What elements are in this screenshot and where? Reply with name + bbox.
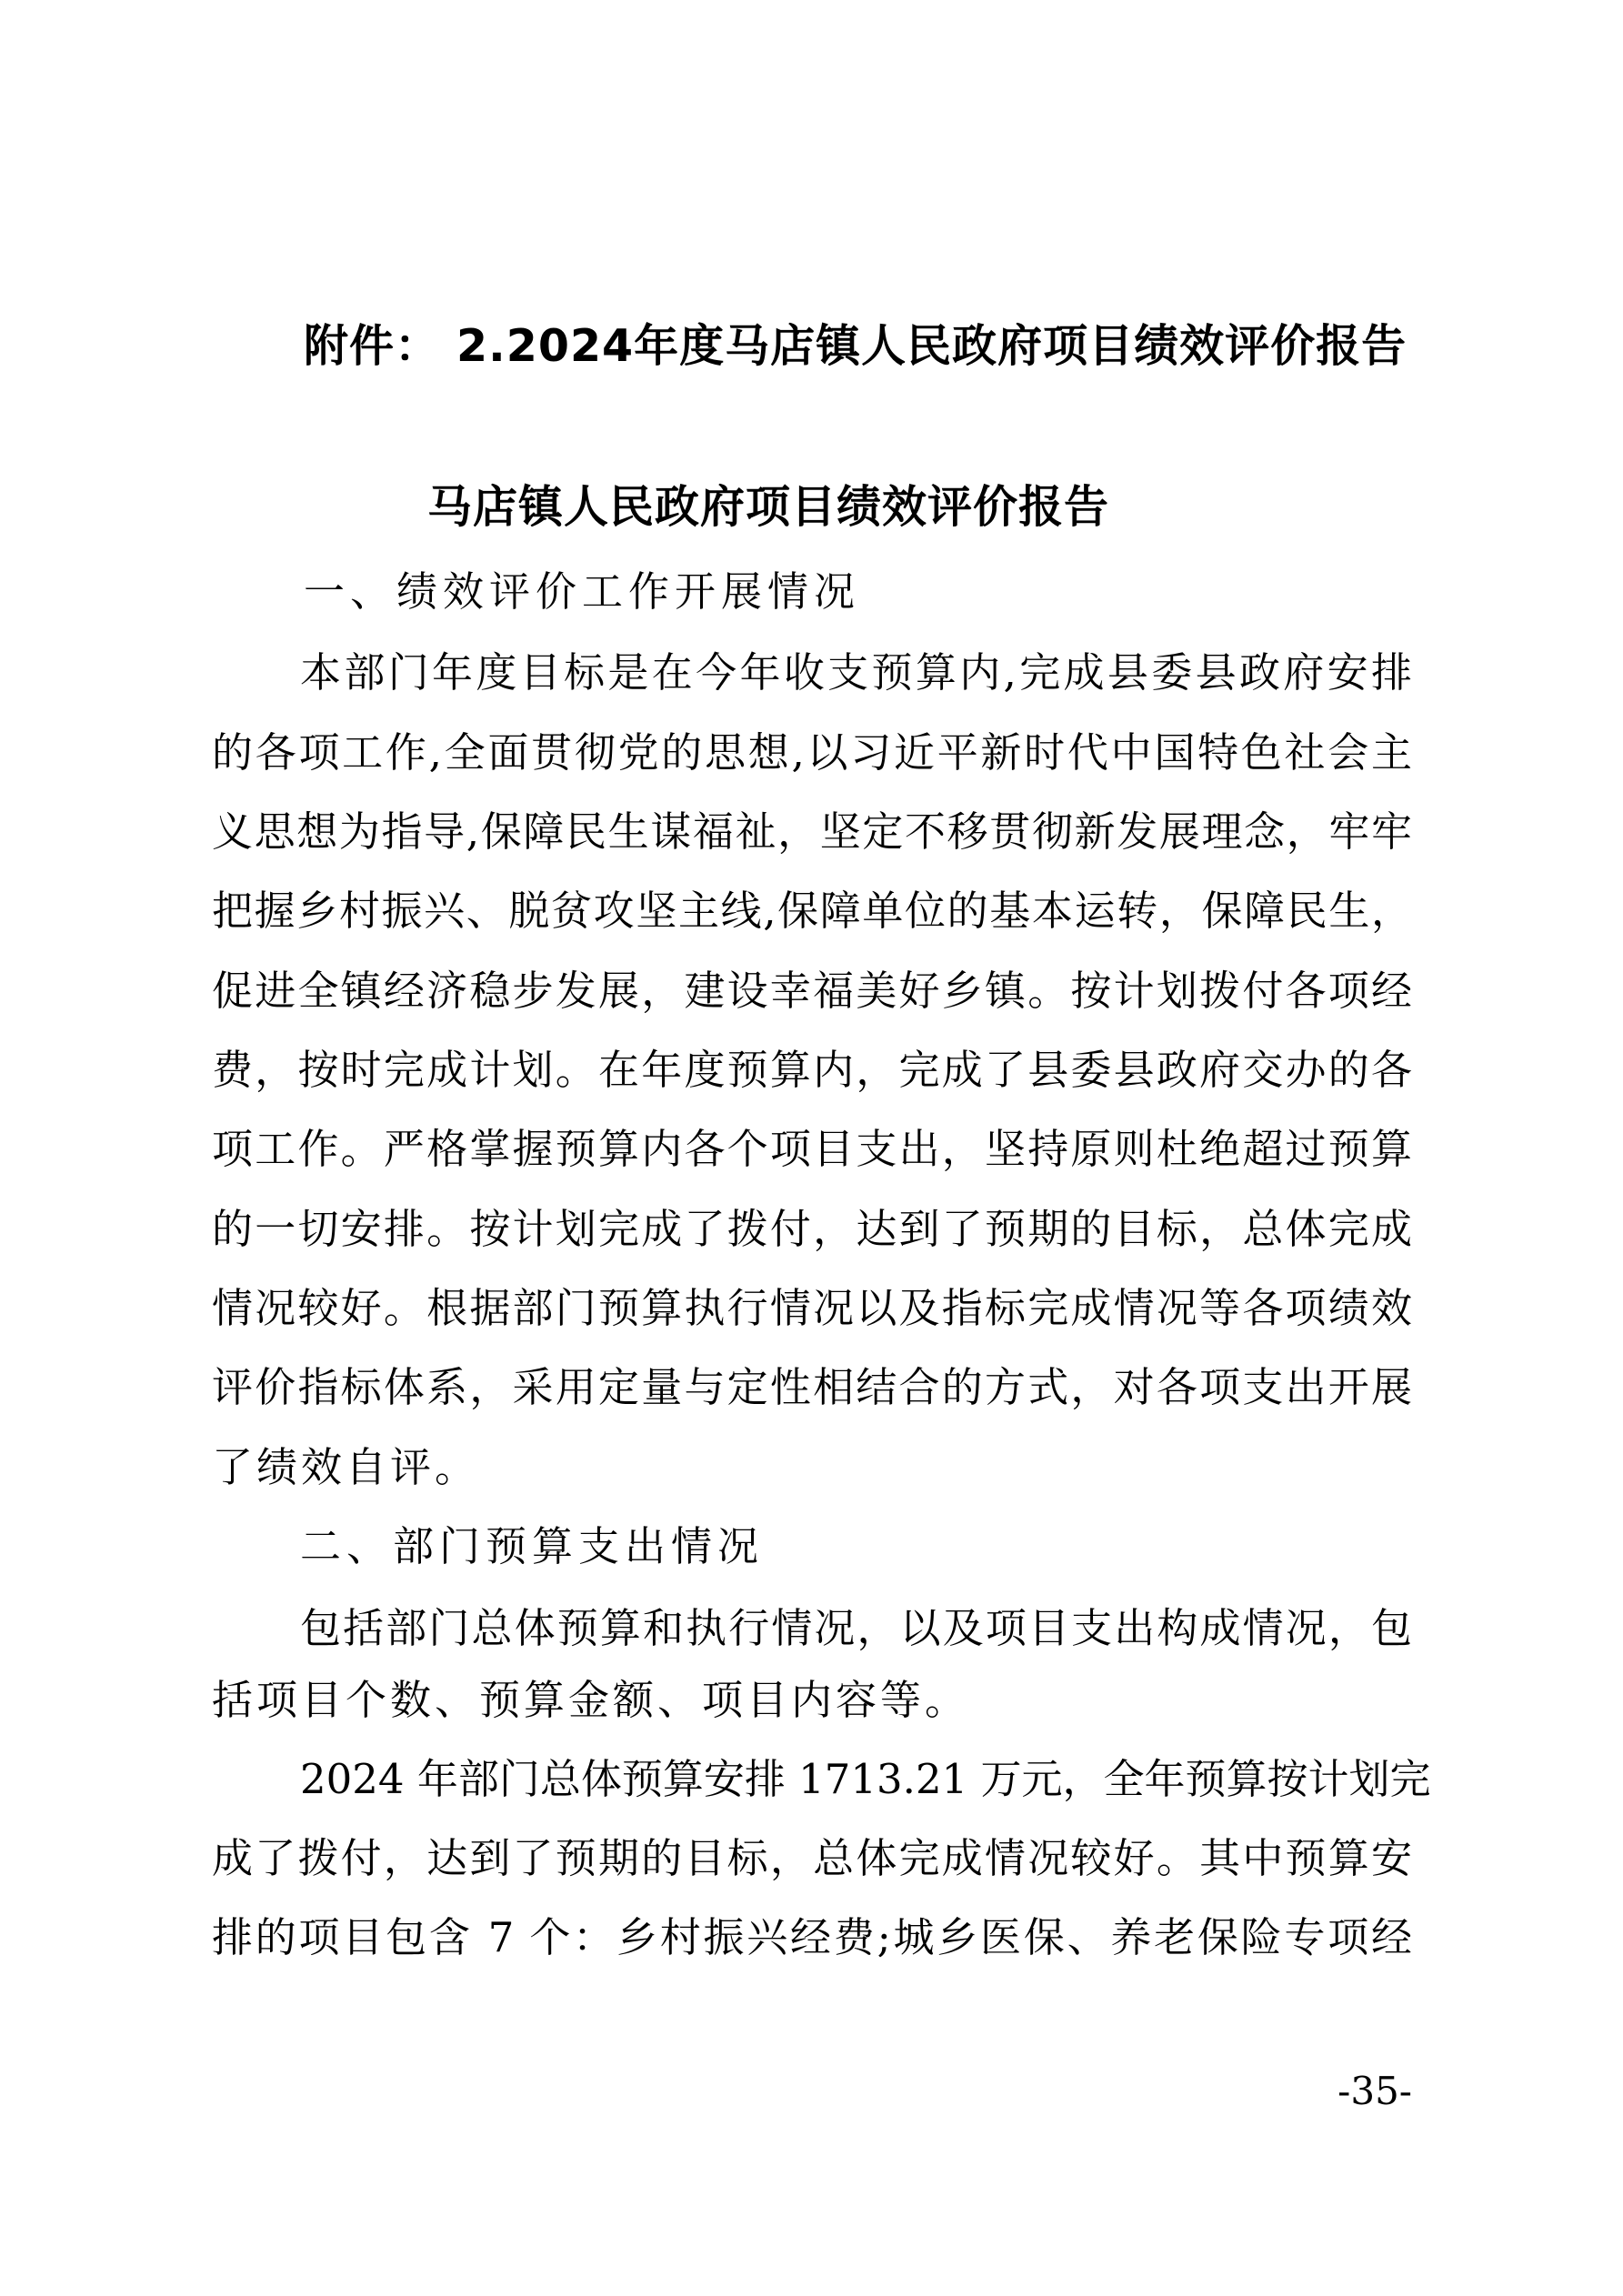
report-title: 马店镇人民政府项目绩效评价报告 xyxy=(427,481,1110,533)
paragraph-line: 费，按时完成计划。在年度预算内，完成了县委县政府交办的各 xyxy=(212,1046,1412,1094)
paragraph-line: 括项目个数、预算金额、项目内容等。 xyxy=(212,1676,970,1724)
paragraph-line: 项工作。严格掌握预算内各个项目支出，坚持原则杜绝超过预算 xyxy=(212,1125,1412,1173)
paragraph-line: 的一切安排。按计划完成了拨付，达到了预期的目标，总体完成 xyxy=(212,1205,1412,1253)
paragraph-line: 2024 年部门总体预算安排 1713.21 万元，全年预算按计划完 xyxy=(300,1755,1431,1803)
paragraph-line: 排的项目包含 7 个：乡村振兴经费;城乡医保、养老保险专项经 xyxy=(212,1913,1412,1961)
section-heading: 一、绩效评价工作开展情况 xyxy=(304,567,861,616)
paragraph-line: 情况较好。根据部门预算执行情况以及指标完成情况等各项绩效 xyxy=(212,1284,1412,1332)
page-number: -35- xyxy=(1337,2069,1412,2113)
attachment-title: 附件： 2.2024年度马店镇人民政府项目绩效评价报告 xyxy=(304,320,1408,372)
section-heading: 二、部门预算支出情况 xyxy=(300,1522,765,1570)
paragraph-line: 成了拨付，达到了预期的目标，总体完成情况较好。其中预算安 xyxy=(212,1834,1412,1882)
paragraph-line: 了绩效自评。 xyxy=(212,1443,480,1491)
paragraph-line: 义思想为指导,保障民生谋福祉，坚定不移贯彻新发展理念，牢牢 xyxy=(212,807,1412,856)
paragraph-line: 促进全镇经济稳步发展，建设幸福美好乡镇。按计划拨付各项经 xyxy=(212,967,1412,1015)
paragraph-line: 的各项工作,全面贯彻党的思想,以习近平新时代中国特色社会主 xyxy=(212,728,1412,777)
paragraph-line: 评价指标体系，采用定量与定性相结合的方式，对各项支出开展 xyxy=(212,1363,1412,1411)
paragraph-line: 本部门年度目标是在今年收支预算内,完成县委县政府安排 xyxy=(300,648,1412,697)
paragraph-line: 包括部门总体预算和执行情况，以及项目支出构成情况，包 xyxy=(300,1604,1412,1652)
paragraph-line: 把握乡村振兴、脱贫攻坚主线,保障单位的基本运转，保障民生， xyxy=(212,887,1412,935)
